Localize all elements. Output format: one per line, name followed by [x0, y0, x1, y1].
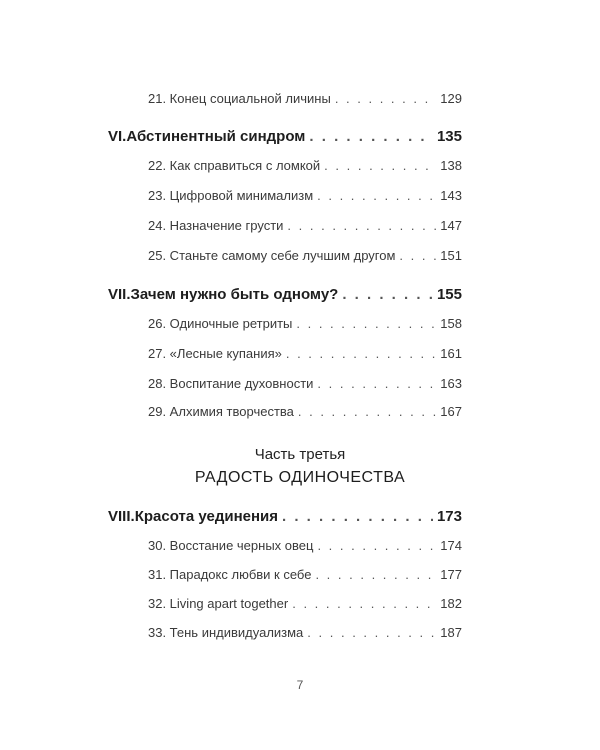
toc-chapter-6 — [108, 128, 462, 145]
toc-entry-page: 187 — [440, 625, 462, 640]
toc-entry-title: 25. Станьте самому себе лучшим другом — [148, 248, 396, 263]
toc-entry-title: 23. Цифровой минимализм — [148, 188, 314, 203]
leader-dots — [287, 218, 436, 233]
leader-dots — [399, 248, 436, 263]
toc-entry-title: 21. Конец социальной личины — [148, 91, 331, 106]
leader-dots — [342, 286, 433, 303]
toc-entry-22 — [148, 158, 462, 173]
chapter-page: 173 — [436, 508, 462, 525]
toc-entry-31 — [148, 567, 462, 582]
leader-dots — [296, 316, 436, 331]
toc-chapter-7 — [108, 286, 462, 303]
toc-entry-title: 24. Назначение грусти — [148, 218, 284, 233]
toc-entry-32 — [148, 596, 462, 611]
chapter-numeral: VI. — [108, 128, 127, 145]
leader-dots — [317, 376, 436, 391]
toc-entry-title: 32. Living apart together — [148, 596, 289, 611]
chapter-numeral: VII. — [108, 286, 131, 303]
toc-entry-title: 26. Одиночные ретриты — [148, 316, 293, 331]
toc-entry-24 — [148, 218, 462, 233]
toc-entry-page: 182 — [440, 596, 462, 611]
leader-dots — [309, 128, 433, 145]
toc-entry-21 — [148, 91, 462, 106]
toc-entry-page: 167 — [440, 404, 462, 419]
toc-entry-27 — [148, 346, 462, 361]
leader-dots — [282, 508, 433, 525]
part-label: Часть третья — [254, 446, 346, 463]
chapter-numeral: VIII. — [108, 508, 135, 525]
leader-dots — [292, 596, 436, 611]
toc-entry-30 — [148, 538, 462, 553]
leader-dots — [298, 404, 436, 419]
toc-entry-page: 143 — [440, 188, 462, 203]
toc-entry-title: 31. Парадокс любви к себе — [148, 567, 312, 582]
toc-entry-page: 174 — [440, 538, 462, 553]
leader-dots — [317, 538, 436, 553]
toc-entry-29 — [148, 404, 462, 419]
toc-entry-page: 129 — [440, 91, 462, 106]
toc-entry-33 — [148, 625, 462, 640]
toc-entry-25 — [148, 248, 462, 263]
toc-entry-title: 29. Алхимия творчества — [148, 404, 294, 419]
leader-dots — [317, 188, 436, 203]
toc-entry-page: 163 — [440, 376, 462, 391]
toc-entry-23 — [148, 188, 462, 203]
chapter-page: 135 — [436, 128, 462, 145]
chapter-title: Красота уединения — [134, 508, 279, 525]
toc-entry-page: 158 — [440, 316, 462, 331]
toc-entry-page: 161 — [440, 346, 462, 361]
leader-dots — [324, 158, 436, 173]
toc-entry-page: 138 — [440, 158, 462, 173]
toc-entry-title: 27. «Лесные купания» — [148, 346, 282, 361]
chapter-title: Зачем нужно быть одному? — [130, 286, 339, 303]
toc-entry-title: 28. Воспитание духовности — [148, 376, 314, 391]
toc-entry-title: 22. Как справиться с ломкой — [148, 158, 321, 173]
leader-dots — [286, 346, 436, 361]
toc-chapter-8 — [108, 508, 462, 525]
toc-entry-page: 147 — [440, 218, 462, 233]
toc-entry-page: 151 — [440, 248, 462, 263]
toc-entry-26 — [148, 316, 462, 331]
page-number: 7 — [296, 678, 304, 692]
leader-dots — [335, 91, 436, 106]
leader-dots — [307, 625, 436, 640]
toc-entry-title: 30. Восстание черных овец — [148, 538, 314, 553]
leader-dots — [315, 567, 436, 582]
toc-entry-title: 33. Тень индивидуализма — [148, 625, 304, 640]
part-title: РАДОСТЬ ОДИНОЧЕСТВА — [194, 469, 406, 486]
chapter-title: Абстинентный синдром — [126, 128, 306, 145]
chapter-page: 155 — [436, 286, 462, 303]
toc-entry-page: 177 — [440, 567, 462, 582]
toc-entry-28 — [148, 376, 462, 391]
